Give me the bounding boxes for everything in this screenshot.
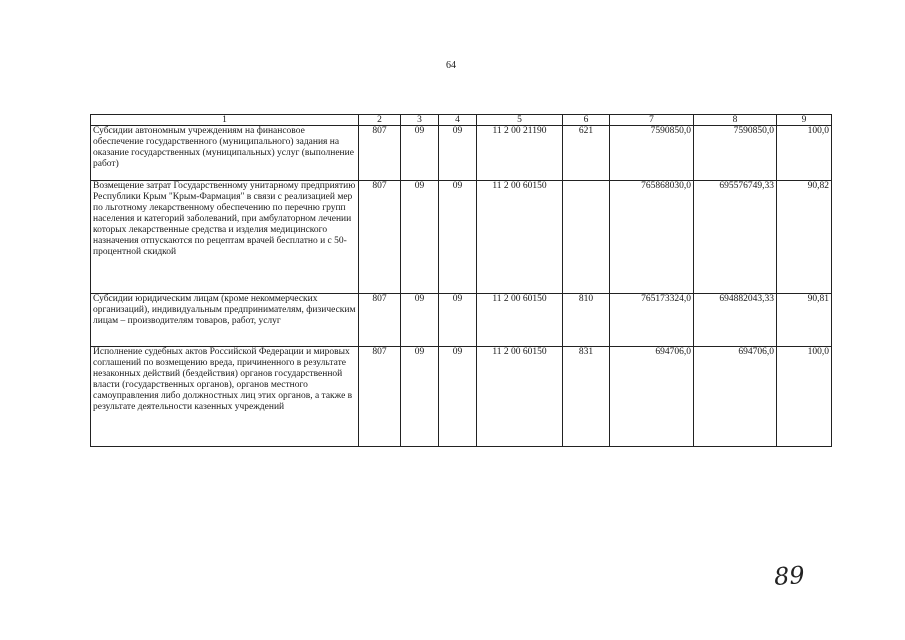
page-number: 64 — [446, 60, 456, 71]
target-code: 11 2 00 60150 — [477, 347, 563, 447]
handwritten-page-mark: 89 — [773, 560, 806, 592]
row-name: Возмещение затрат Государственному унитарному предприятию Республики Крым "Крым-Фармация" в связи с реализацией мер по льготному лекарственному обеспечению по перечню групп населения и категорий заболеваний, при амбулаторном лечении которых лекарственные средства и изделия медицинского назначения отпускаются по рецептам врачей бесплатно и с 50-процентной скидкой — [91, 181, 359, 294]
col-header-6: 6 — [563, 115, 610, 126]
section-code: 09 — [401, 181, 439, 294]
execution-percent: 90,82 — [777, 181, 832, 294]
planned-amount: 765173324,0 — [610, 294, 694, 347]
execution-percent: 90,81 — [777, 294, 832, 347]
execution-percent: 100,0 — [777, 347, 832, 447]
ministry-code: 807 — [359, 347, 401, 447]
section-code: 09 — [401, 126, 439, 181]
subsection-code: 09 — [439, 294, 477, 347]
target-code: 11 2 00 60150 — [477, 181, 563, 294]
col-header-7: 7 — [610, 115, 694, 126]
executed-amount: 7590850,0 — [694, 126, 777, 181]
execution-percent: 100,0 — [777, 126, 832, 181]
subsection-code: 09 — [439, 181, 477, 294]
col-header-8: 8 — [694, 115, 777, 126]
ministry-code: 807 — [359, 181, 401, 294]
planned-amount: 765868030,0 — [610, 181, 694, 294]
table-row — [91, 347, 832, 447]
planned-amount: 7590850,0 — [610, 126, 694, 181]
ministry-code: 807 — [359, 126, 401, 181]
col-header-9: 9 — [777, 115, 832, 126]
col-header-4: 4 — [439, 115, 477, 126]
table-row — [91, 294, 832, 347]
executed-amount: 695576749,33 — [694, 181, 777, 294]
row-name: Субсидии юридическим лицам (кроме некоммерческих организаций), индивидуальным предпринимателям, физическим лицам – производителям товаров, работ, услуг — [91, 294, 359, 347]
section-code: 09 — [401, 294, 439, 347]
expense-type-code: 810 — [563, 294, 610, 347]
expense-type-code: 831 — [563, 347, 610, 447]
row-name: Исполнение судебных актов Российской Федерации и мировых соглашений по возмещению вреда, причиненного в результате незаконных действий (бездействия) органов государственной власти (государственных органов), органов местного самоуправления либо должностных лиц этих органов, а также в результате деятельности казенных учреждений — [91, 347, 359, 447]
executed-amount: 694882043,33 — [694, 294, 777, 347]
ministry-code: 807 — [359, 294, 401, 347]
budget-table — [90, 114, 832, 447]
subsection-code: 09 — [439, 126, 477, 181]
target-code: 11 2 00 21190 — [477, 126, 563, 181]
section-code: 09 — [401, 347, 439, 447]
table-row — [91, 181, 832, 294]
expense-type-code — [563, 181, 610, 294]
planned-amount: 694706,0 — [610, 347, 694, 447]
header-row — [91, 115, 832, 126]
col-header-2: 2 — [359, 115, 401, 126]
executed-amount: 694706,0 — [694, 347, 777, 447]
col-header-3: 3 — [401, 115, 439, 126]
target-code: 11 2 00 60150 — [477, 294, 563, 347]
col-header-5: 5 — [477, 115, 563, 126]
subsection-code: 09 — [439, 347, 477, 447]
col-header-1: 1 — [91, 115, 359, 126]
table-row — [91, 126, 832, 181]
row-name: Субсидии автономным учреждениям на финансовое обеспечение государственного (муниципального) задания на оказание государственных (муниципальных) услуг (выполнение работ) — [91, 126, 359, 181]
expense-type-code: 621 — [563, 126, 610, 181]
